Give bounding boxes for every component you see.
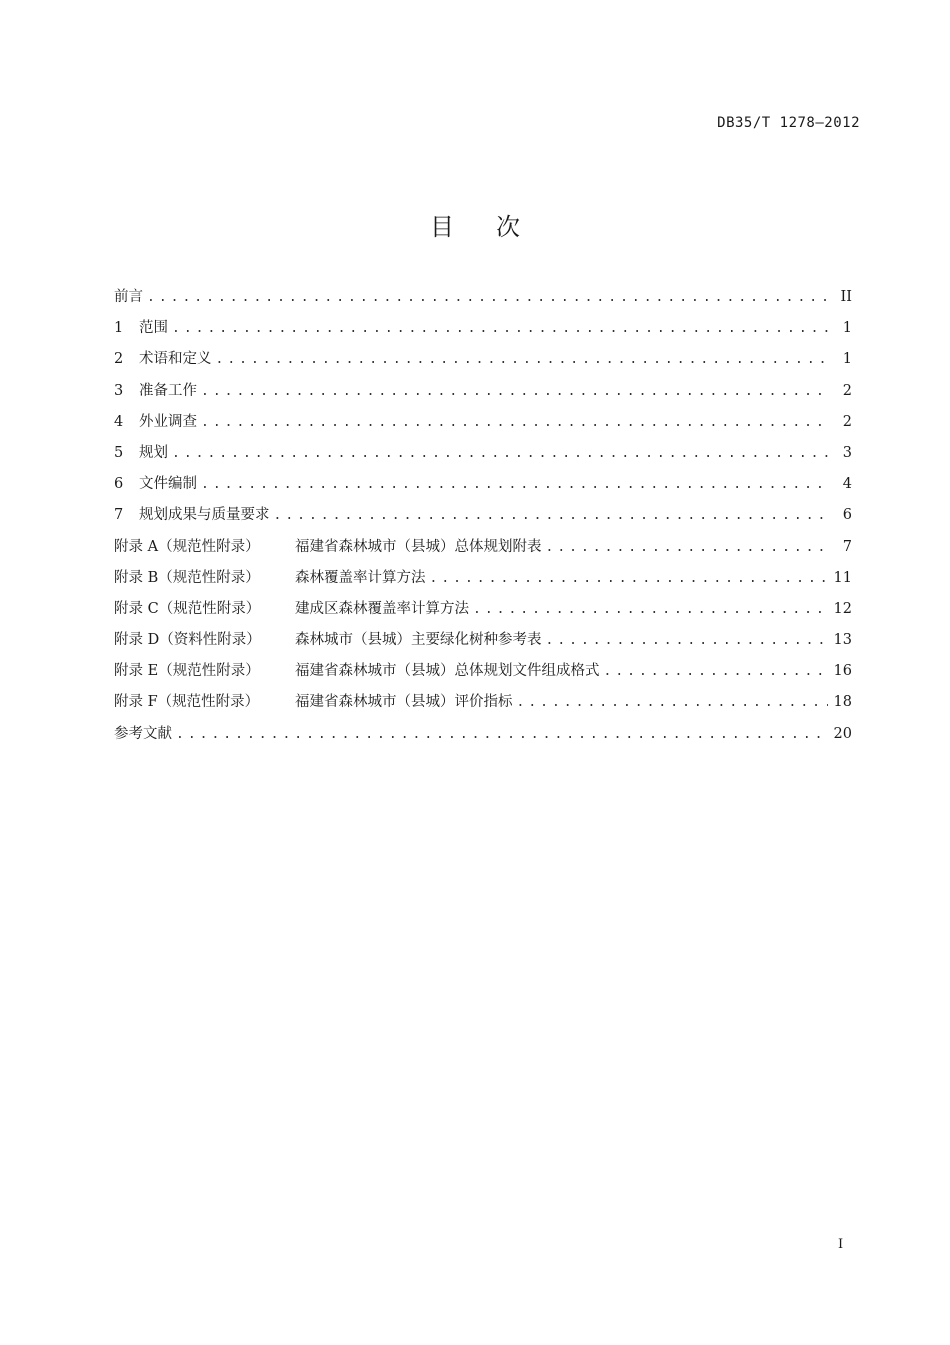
toc-entry[interactable]	[114, 563, 852, 594]
toc-entry-page: 13	[833, 632, 852, 649]
toc-entry-annex: 附录 D（资料性附录）	[114, 632, 261, 649]
toc-entry-page: 6	[842, 507, 852, 524]
toc-entry-label: 外业调查	[139, 413, 197, 430]
toc-entry-page: 1	[842, 320, 852, 337]
toc-entry-annex: 附录 E（规范性附录）	[114, 663, 260, 680]
toc-leader-dots	[172, 313, 828, 344]
toc-entry[interactable]	[114, 500, 852, 531]
toc-entry-page: 16	[833, 663, 852, 680]
toc-entry-label: 规划	[139, 444, 168, 461]
toc-leader-dots	[517, 687, 828, 718]
toc-entry-label: 福建省森林城市（县城）总体规划文件组成格式	[295, 663, 600, 680]
toc-entry[interactable]	[114, 656, 852, 687]
toc-entry[interactable]	[114, 407, 852, 438]
toc-entry[interactable]	[114, 282, 852, 313]
toc-entry-page: 3	[842, 444, 852, 461]
toc-leader-dots	[604, 656, 828, 687]
page-title: 目次	[430, 213, 562, 241]
toc-entry-number: 1	[114, 320, 124, 337]
toc-entry-label: 参考文献	[114, 725, 172, 742]
toc-entry[interactable]	[114, 438, 852, 469]
toc-entry-label: 福建省森林城市（县城）评价指标	[295, 694, 513, 711]
toc-leader-dots	[216, 344, 829, 375]
toc-entry-annex: 附录 C（规范性附录）	[114, 600, 261, 617]
toc-entry-label: 范围	[139, 320, 168, 337]
toc-leader-dots	[473, 594, 828, 625]
toc-entry-number: 6	[114, 476, 124, 493]
toc-leader-dots	[546, 532, 829, 563]
toc-leader-dots	[201, 407, 828, 438]
toc-entry-number: 4	[114, 413, 124, 430]
toc-entry[interactable]	[114, 687, 852, 718]
toc-entry-page: 11	[833, 569, 852, 586]
toc-entry-annex: 附录 F（规范性附录）	[114, 694, 260, 711]
toc-leader-dots	[176, 719, 828, 750]
toc-entry-label: 森林覆盖率计算方法	[295, 569, 426, 586]
toc-entry-page: 2	[842, 382, 852, 399]
toc-entry-page: 7	[842, 538, 852, 555]
toc-entry-label: 建成区森林覆盖率计算方法	[295, 600, 469, 617]
toc-entry[interactable]	[114, 344, 852, 375]
toc-entry-label: 规划成果与质量要求	[139, 507, 270, 524]
toc-entry-label: 森林城市（县城）主要绿化树种参考表	[295, 632, 542, 649]
toc-entry-number: 5	[114, 444, 124, 461]
toc-entry-page: 4	[842, 476, 852, 493]
toc-leader-dots	[201, 469, 828, 500]
toc-entry-label: 准备工作	[139, 382, 197, 399]
toc-entry-label: 前言	[114, 289, 143, 305]
toc-leader-dots	[147, 282, 828, 313]
toc-entry-annex: 附录 A（规范性附录）	[114, 538, 260, 555]
toc-leader-dots	[274, 500, 829, 531]
toc-entry-number: 2	[114, 351, 124, 368]
toc-entry-page: 12	[833, 600, 852, 617]
toc-entry-number: 7	[114, 507, 124, 524]
page-number: I	[838, 1237, 844, 1252]
toc-entry[interactable]	[114, 376, 852, 407]
toc-entry[interactable]	[114, 469, 852, 500]
toc-entry[interactable]	[114, 594, 852, 625]
table-of-contents	[114, 282, 852, 750]
toc-entry-label: 福建省森林城市（县城）总体规划附表	[295, 538, 542, 555]
toc-entry-annex: 附录 B（规范性附录）	[114, 569, 260, 586]
toc-leader-dots	[201, 376, 828, 407]
toc-entry-page: II	[840, 289, 852, 305]
toc-entry-page: 20	[833, 725, 852, 742]
standard-code: DB35/T 1278—2012	[717, 115, 860, 131]
toc-entry-label: 文件编制	[139, 476, 197, 493]
toc-leader-dots	[430, 563, 828, 594]
toc-entry-label: 术语和定义	[139, 351, 212, 368]
toc-entry-page: 2	[842, 413, 852, 430]
toc-entry[interactable]	[114, 719, 852, 750]
toc-leader-dots	[172, 438, 828, 469]
toc-leader-dots	[546, 625, 828, 656]
toc-entry-number: 3	[114, 382, 124, 399]
toc-entry-page: 18	[833, 694, 852, 711]
toc-entry-page: 1	[842, 351, 852, 368]
toc-entry[interactable]	[114, 313, 852, 344]
toc-entry[interactable]	[114, 532, 852, 563]
toc-entry[interactable]	[114, 625, 852, 656]
